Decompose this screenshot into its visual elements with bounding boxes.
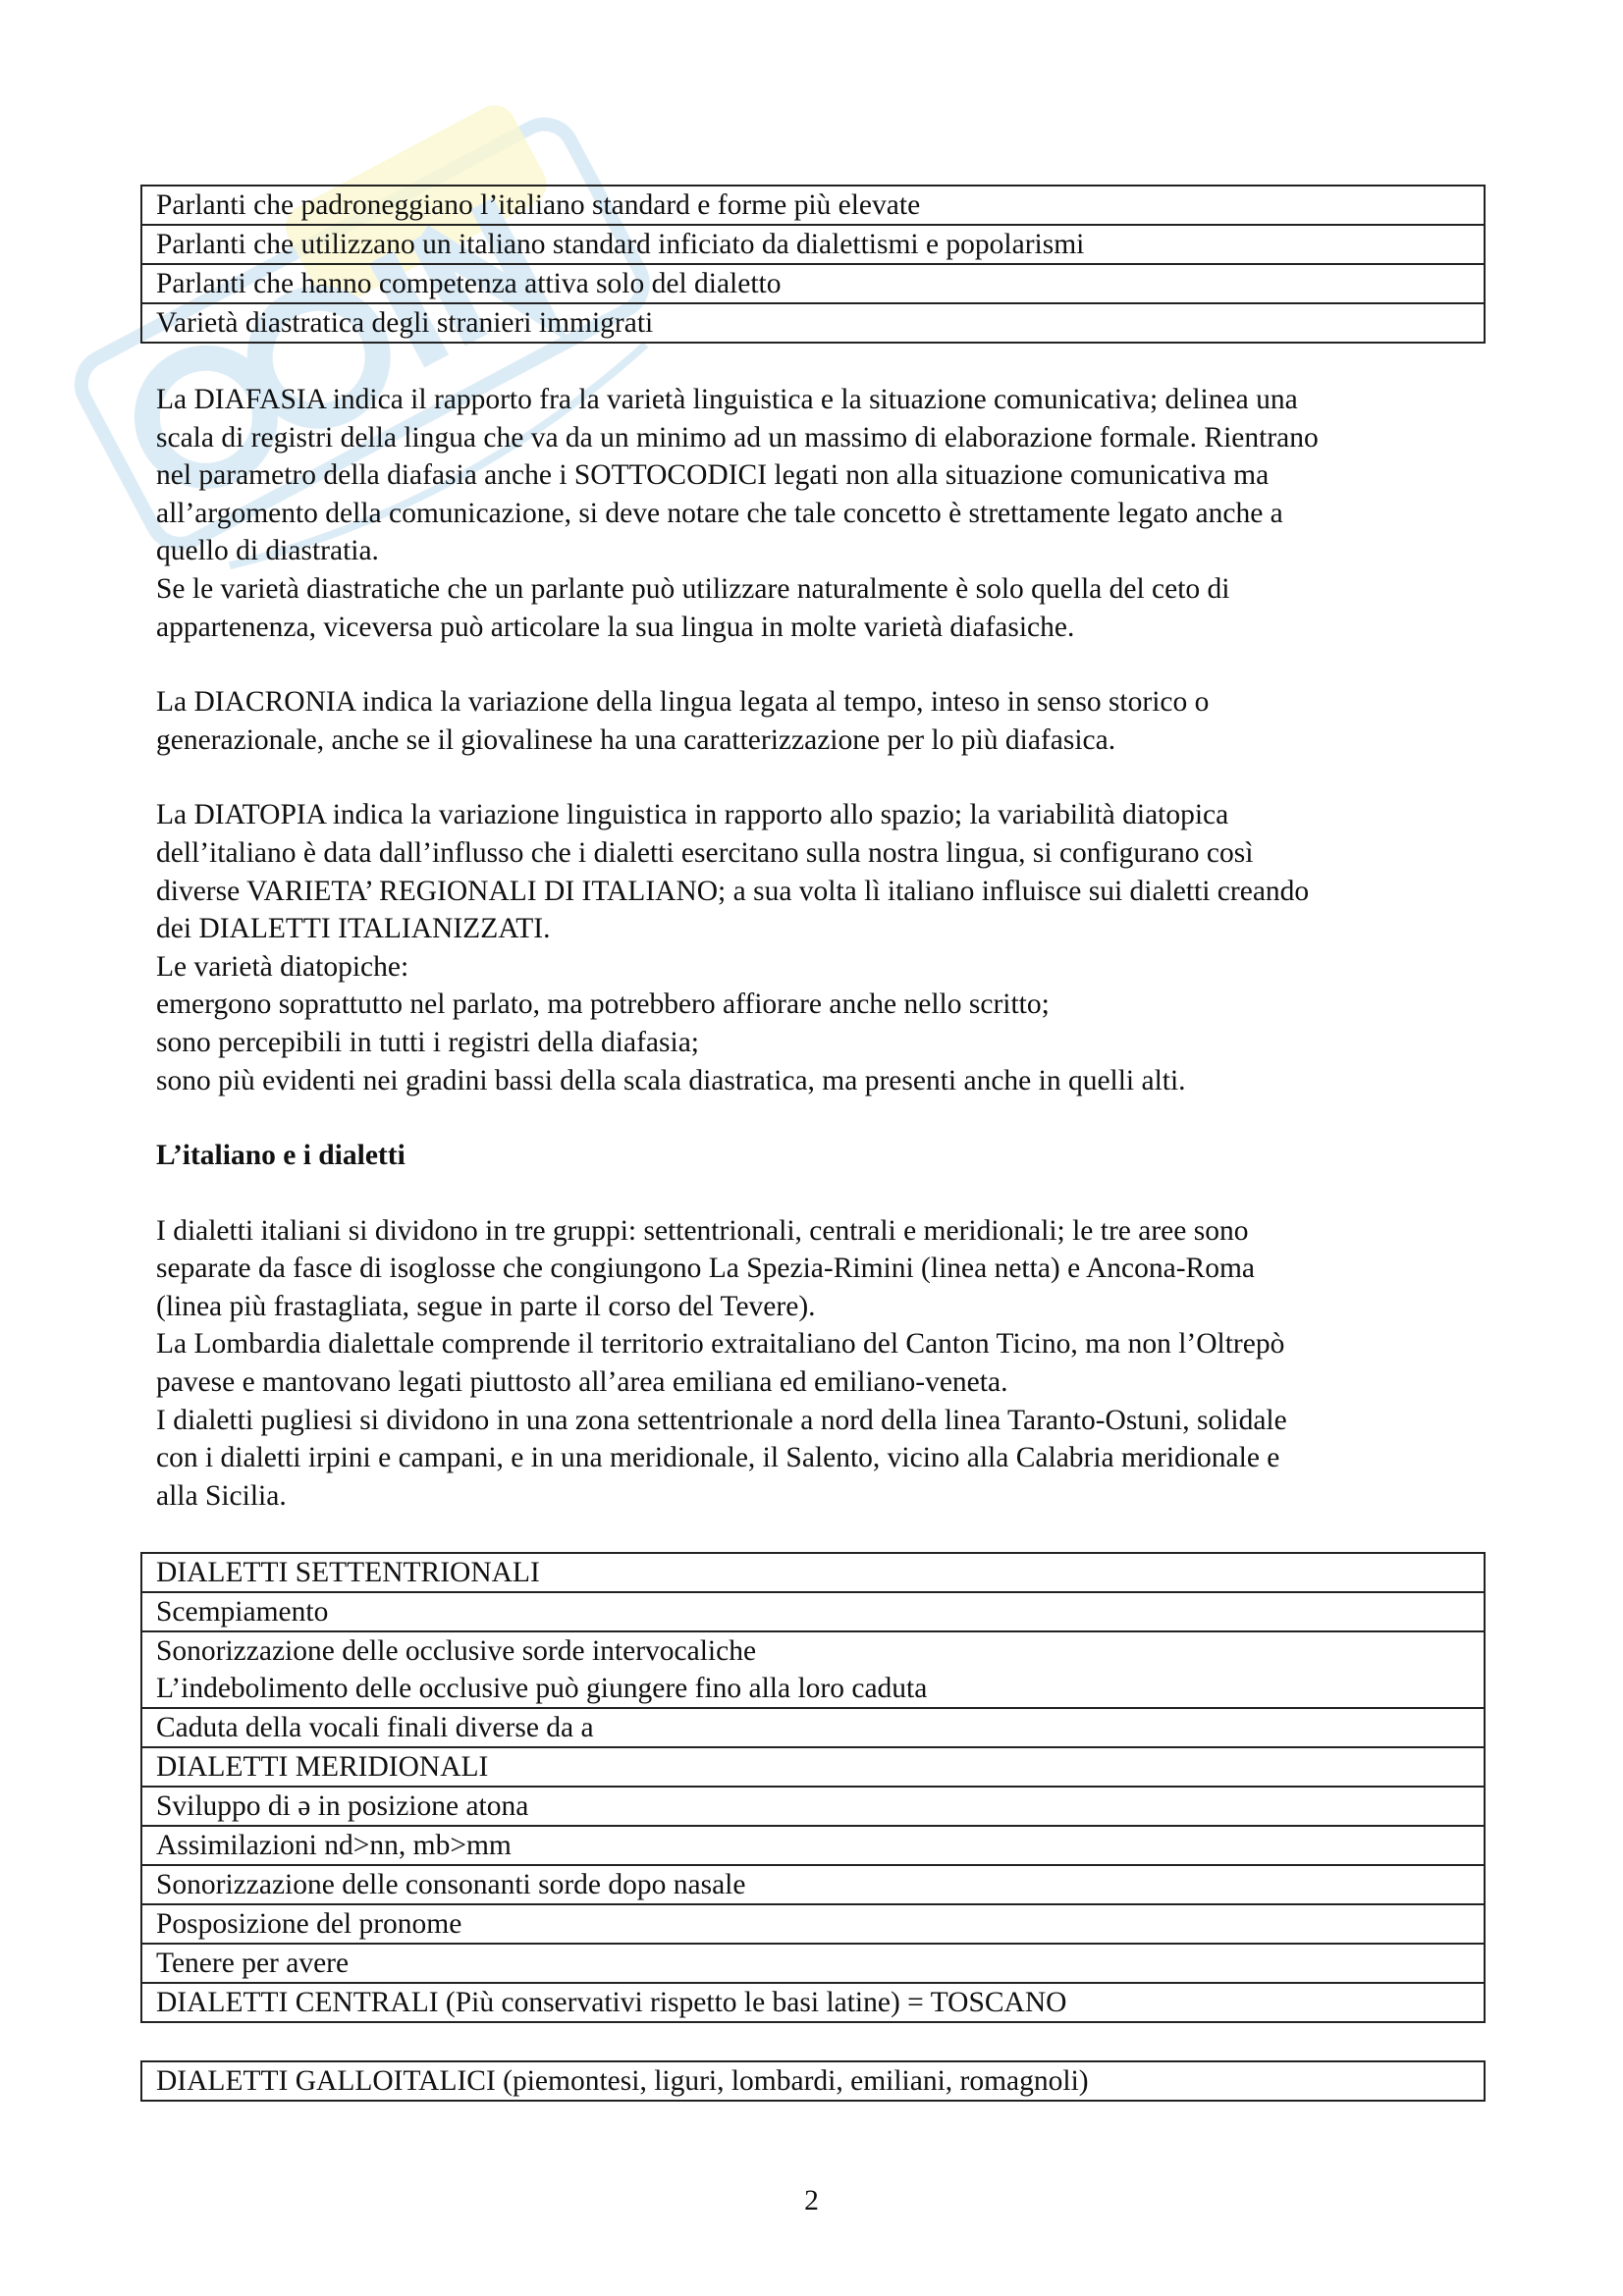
table-row	[141, 225, 1485, 264]
table-cell: DIALETTI GALLOITALICI (piemontesi, liguri, lombardi, emiliani, romagnoli)	[141, 2061, 1485, 2101]
table-row	[141, 264, 1485, 303]
table-cell: Sonorizzazione delle consonanti sorde dopo nasale	[141, 1865, 1485, 1904]
table-cell: DIALETTI SETTENTRIONALI	[141, 1553, 1485, 1592]
table-row	[141, 303, 1485, 343]
cell-line: L’indebolimento delle occlusive può giungere fino alla loro caduta	[156, 1673, 928, 1705]
diafasia-paragraph	[156, 381, 1491, 646]
table-row	[141, 1826, 1485, 1865]
text-line: sono più evidenti nei gradini bassi della scala diastratica, ma presenti anche in quelli alti.	[156, 1064, 1186, 1096]
page-content	[140, 185, 1486, 2102]
text-line: dei DIALETTI ITALIANIZZATI.	[156, 913, 551, 945]
table-cell	[141, 1631, 1485, 1708]
text-line: sono percepibili in tutti i registri della diafasia;	[156, 1026, 699, 1058]
table-cell: Parlanti che utilizzano un italiano standard inficiato da dialettismi e popolarismi	[141, 225, 1485, 264]
table-row	[141, 1944, 1485, 1983]
table-cell: DIALETTI MERIDIONALI	[141, 1747, 1485, 1787]
table-cell: Parlanti che hanno competenza attiva solo del dialetto	[141, 264, 1485, 303]
text-line: I dialetti pugliesi si dividono in una zona settentrionale a nord della linea Taranto-Ostuni, solidale	[156, 1404, 1287, 1436]
text-line: con i dialetti irpini e campani, e in una meridionale, il Salento, vicino alla Calabria meridionale e	[156, 1442, 1280, 1474]
text-line: emergono soprattutto nel parlato, ma potrebbero affiorare anche nello scritto;	[156, 988, 1050, 1021]
table-row	[141, 2061, 1485, 2101]
text-line: pavese e mantovano legati piuttosto all’area emiliana ed emiliano-veneta.	[156, 1366, 1008, 1399]
text-line: all’argomento della comunicazione, si deve notare che tale concetto è strettamente legato anche a	[156, 497, 1283, 529]
text-line: scala di registri della lingua che va da un minimo ad un massimo di elaborazione formale. Rientrano	[156, 421, 1319, 454]
table-cell: Sviluppo di ə in posizione atona	[141, 1787, 1485, 1826]
table-cell: Assimilazioni nd>nn, mb>mm	[141, 1826, 1485, 1865]
diatopia-paragraph	[156, 796, 1491, 1099]
table-row	[141, 1904, 1485, 1944]
text-line: Le varietà diatopiche:	[156, 950, 409, 983]
table-cell: Parlanti che padroneggiano l’italiano standard e forme più elevate	[141, 186, 1485, 225]
table-row	[141, 1983, 1485, 2022]
section-heading: L’italiano e i dialetti	[156, 1140, 406, 1172]
diacronia-paragraph	[156, 683, 1491, 759]
text-line: diverse VARIETA’ REGIONALI DI ITALIANO; a sua volta lì italiano influisce sui dialetti creando	[156, 875, 1310, 907]
text-line: nel parametro della diafasia anche i SOTTOCODICI legati non alla situazione comunicativa ma	[156, 459, 1270, 492]
text-line: (linea più frastagliata, segue in parte il corso del Tevere).	[156, 1290, 816, 1322]
table-row	[141, 186, 1485, 225]
text-line: separate da fasce di isoglosse che congiungono La Spezia-Rimini (linea netta) e Ancona-Roma	[156, 1253, 1255, 1285]
table-cell: Tenere per avere	[141, 1944, 1485, 1983]
table-cell: Varietà diastratica degli stranieri immigrati	[141, 303, 1485, 343]
table-row	[141, 1553, 1485, 1592]
table-row	[141, 1787, 1485, 1826]
text-line: La Lombardia dialettale comprende il territorio extraitaliano del Canton Ticino, ma non l’Oltrepò	[156, 1328, 1285, 1361]
page-number: 2	[804, 2185, 819, 2216]
table-row	[141, 1708, 1485, 1747]
text-line: La DIAFASIA indica il rapporto fra la varietà linguistica e la situazione comunicativa; delinea una	[156, 384, 1298, 415]
table-row	[141, 1592, 1485, 1631]
text-line: La DIACRONIA indica la variazione della lingua legata al tempo, inteso in senso storico o	[156, 686, 1210, 719]
table-row	[141, 1631, 1485, 1708]
dialects-features-table	[140, 1552, 1486, 2023]
table-row	[141, 1747, 1485, 1787]
table-cell: DIALETTI CENTRALI (Più conservativi rispetto le basi latine) = TOSCANO	[141, 1983, 1485, 2022]
text-line: quello di diastratia.	[156, 535, 379, 567]
text-line: generazionale, anche se il giovalinese ha una caratterizzazione per lo più diafasica.	[156, 723, 1116, 756]
table-cell: Scempiamento	[141, 1592, 1485, 1631]
cell-line: Sonorizzazione delle occlusive sorde intervocaliche	[156, 1635, 757, 1668]
text-line: I dialetti italiani si dividono in tre gruppi: settentrionali, centrali e meridionali; le tre aree sono	[156, 1214, 1249, 1247]
speakers-table	[140, 185, 1486, 344]
text-line: appartenenza, viceversa può articolare la sua lingua in molte varietà diafasiche.	[156, 611, 1075, 643]
galloitalici-table	[140, 2060, 1486, 2102]
table-row	[141, 1865, 1485, 1904]
text-line: dell’italiano è data dall’influsso che i dialetti esercitano sulla nostra lingua, si configurano così	[156, 836, 1254, 869]
text-line: Se le varietà diastratiche che un parlante può utilizzare naturalmente è solo quella del ceto di	[156, 572, 1230, 605]
table-cell: Posposizione del pronome	[141, 1904, 1485, 1944]
table-cell: Caduta della vocali finali diverse da a	[141, 1708, 1485, 1747]
text-line: La DIATOPIA indica la variazione linguistica in rapporto allo spazio; la variabilità diatopica	[156, 799, 1229, 831]
dialetti-paragraph	[156, 1212, 1491, 1516]
text-line: alla Sicilia.	[156, 1479, 287, 1512]
